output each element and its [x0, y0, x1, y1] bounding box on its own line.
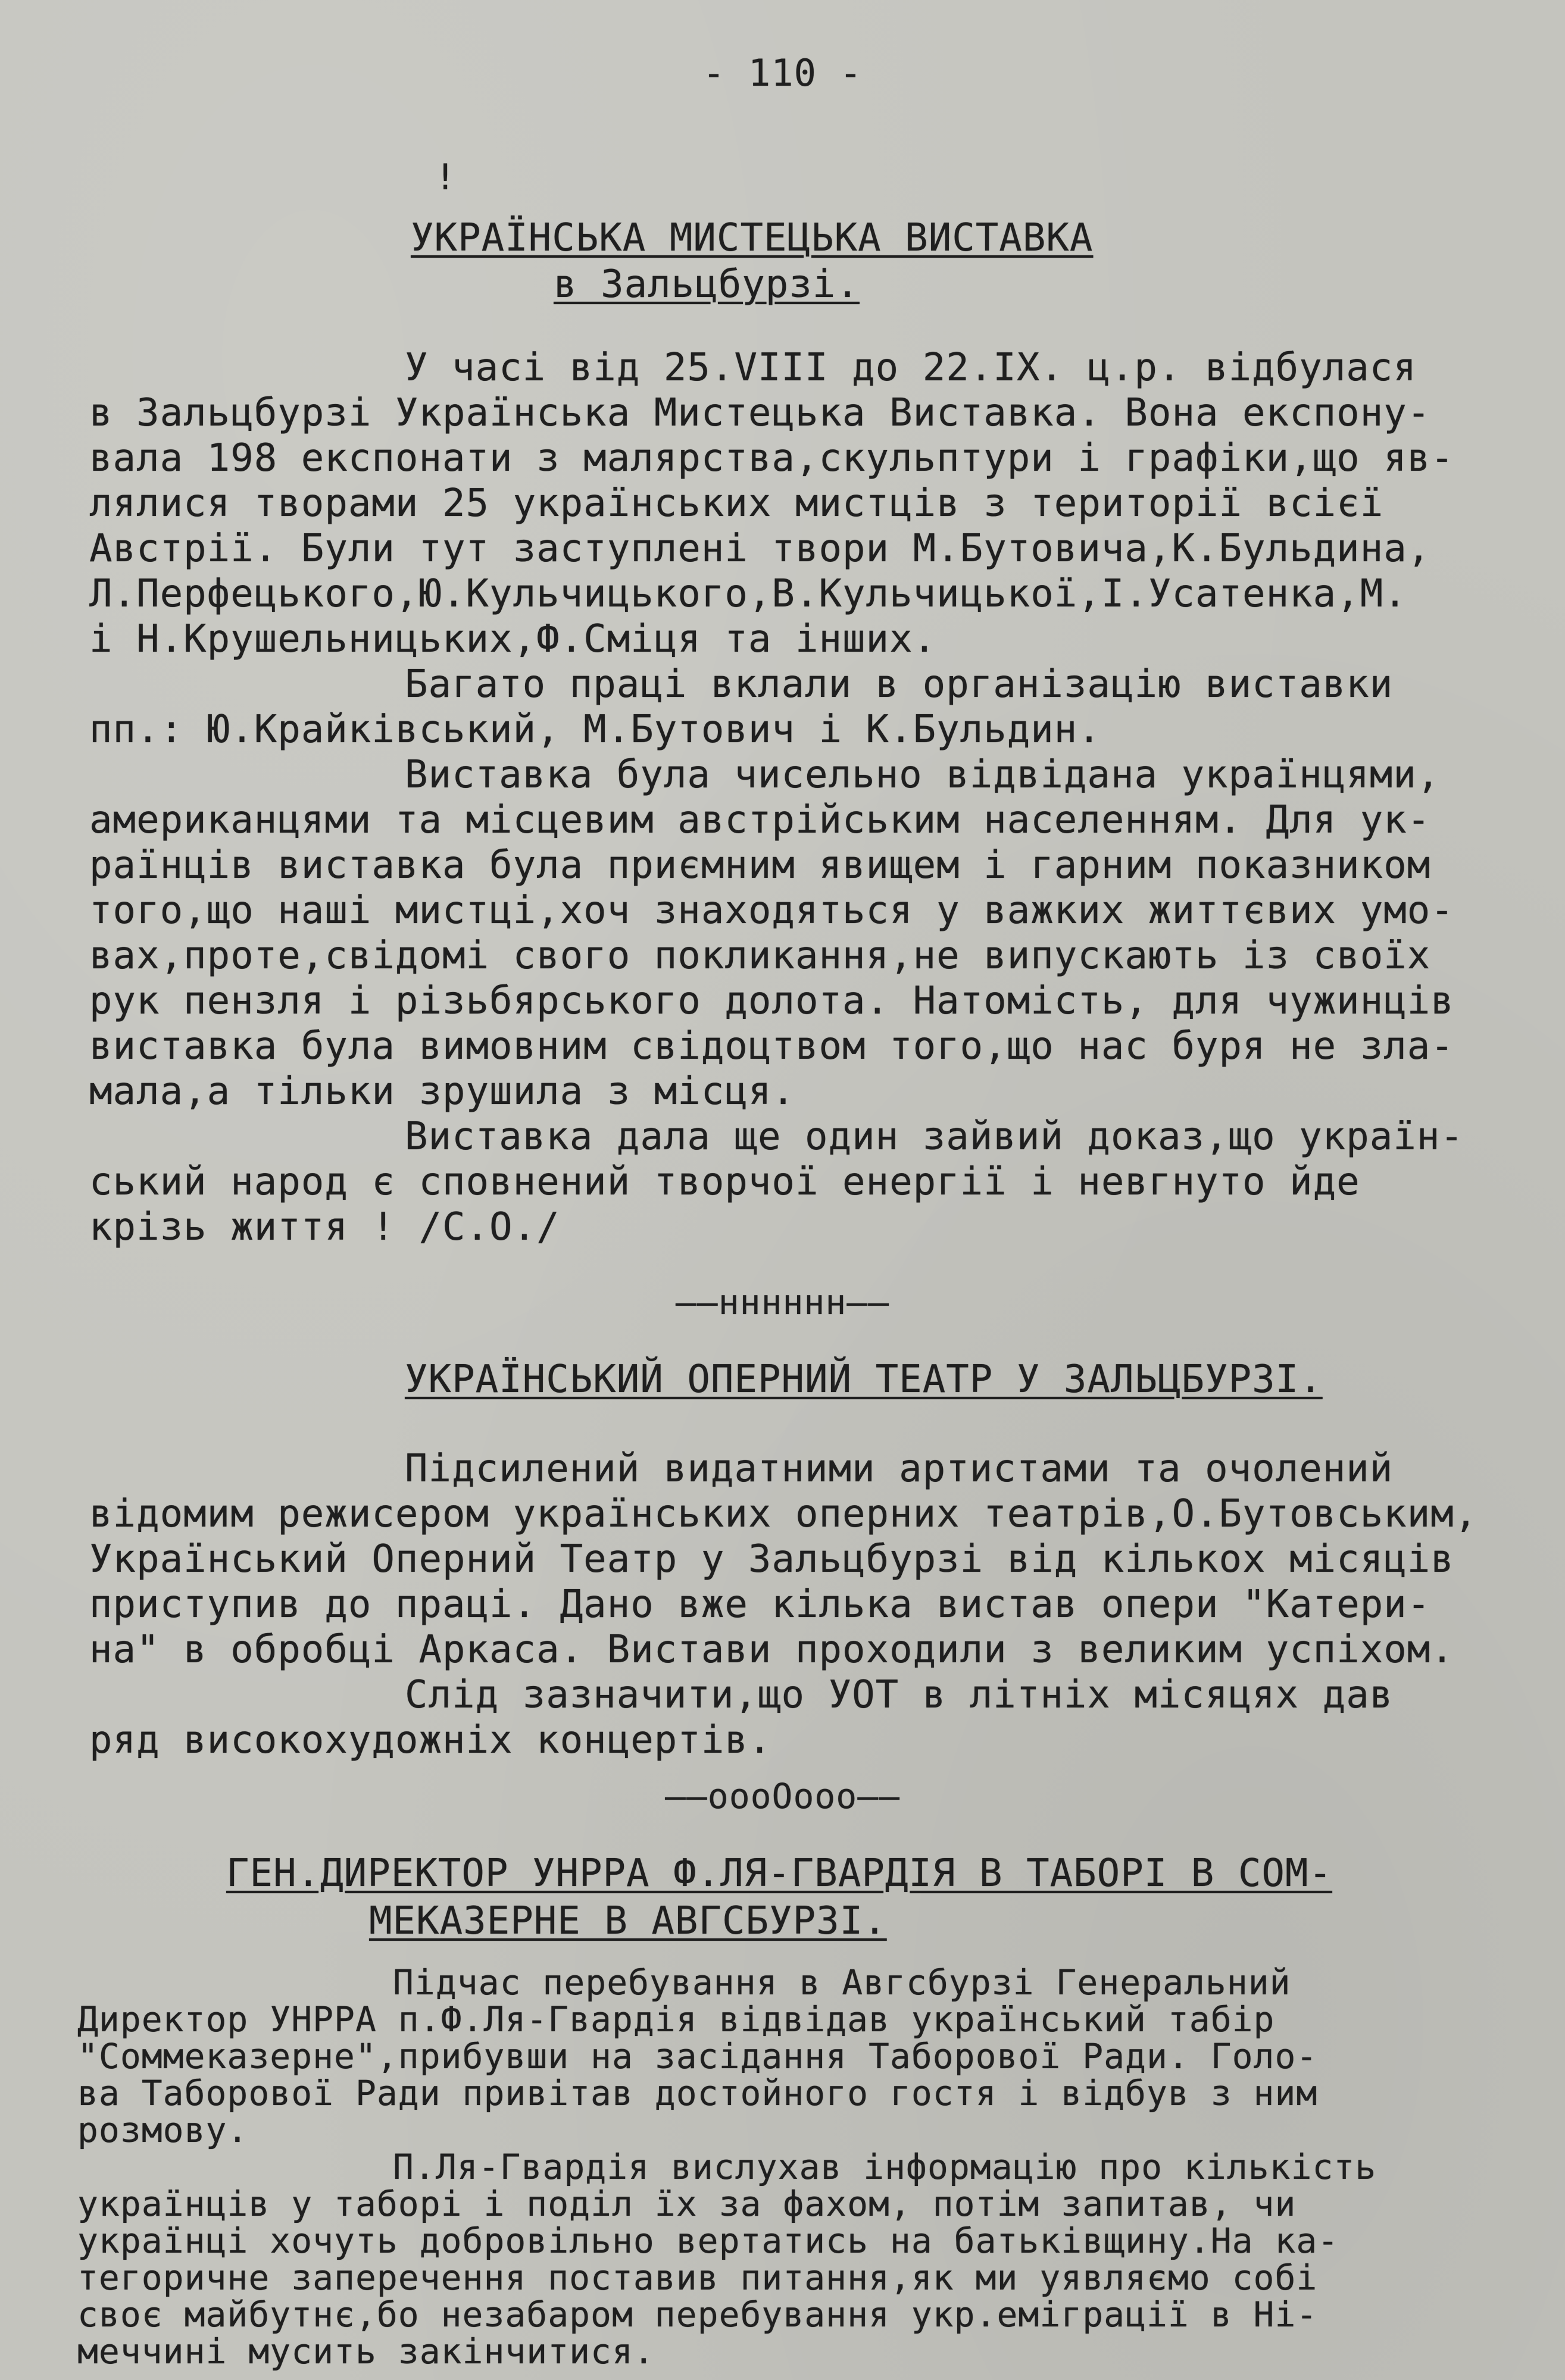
- margin-mark: !: [435, 157, 457, 198]
- section-3-body-line: Директор УНРРА п.Ф.Ля-Гвардія відвідав український табір: [77, 1999, 1275, 2040]
- section-2-title: УКРАЇНСЬКИЙ ОПЕРНИЙ ТЕАТР У ЗАЛЬЦБУРЗІ.: [405, 1358, 1323, 1402]
- section-1-title-line-1: УКРАЇНСЬКА МИСТЕЦЬКА ВИСТАВКА: [411, 216, 1094, 260]
- section-1-body-line: того,що наші мистці,хоч знаходяться у важких життєвих умо-: [89, 889, 1454, 933]
- section-2-body-line: Підсилений видатними артистами та очолений: [405, 1447, 1394, 1491]
- page-number: - 110 -: [702, 51, 863, 95]
- section-2-body-line: приступив до праці. Дано вже кілька вистав опери "Катери-: [89, 1583, 1431, 1627]
- section-1-body-line: ський народ є сповнений творчої енергії і невгнуто йде: [89, 1160, 1360, 1204]
- section-separator: ——нннннн——: [675, 1282, 890, 1322]
- section-1-body-line: в Зальцбурзі Українська Мистецька Виставка. Вона експону-: [89, 391, 1431, 435]
- section-3-body-line: розмову.: [77, 2110, 249, 2150]
- section-1-body-line: раїнців виставка була приємним явищем і гарним показником: [89, 843, 1431, 887]
- section-1-body-line: американцями та місцевим австрійським населенням. Для ук-: [89, 798, 1431, 842]
- section-1-body-line: і Н.Крушельницьких,Ф.Сміця та інших.: [89, 617, 937, 661]
- section-1-body-line: вала 198 експонати з малярства,скульптури і графіки,що яв-: [89, 436, 1454, 480]
- section-1-title-line-2: в Зальцбурзі.: [554, 262, 860, 307]
- section-1-body-line: Виставка була чисельно відвідана українцями,: [405, 753, 1441, 797]
- section-2-body-line: відомим режисером українських оперних театрів,О.Бутовським,: [89, 1492, 1478, 1536]
- section-2-body-line: на" в обробці Аркаса. Вистави проходили з великим успіхом.: [89, 1628, 1454, 1672]
- section-3-title-line-2: МЕКАЗЕРНЕ В АВГСБУРЗІ.: [369, 1899, 887, 1943]
- section-1-body-line: крізь життя ! /С.О./: [89, 1205, 560, 1249]
- section-1-body-line: пп.: Ю.Крайківський, М.Бутович і К.Бульдин.: [89, 708, 1101, 752]
- section-3-title-line-1: ГЕН.ДИРЕКТОР УНРРА Ф.ЛЯ-ГВАРДІЯ В ТАБОРІ В СОМ-: [226, 1852, 1332, 1896]
- section-3-body-line: українці хочуть добровільно вертатись на батьківщину.На ка-: [77, 2221, 1339, 2261]
- section-3-body-line: українців у таборі і поділ їх за фахом, потім запитав, чи: [77, 2184, 1297, 2224]
- section-1-body-line: лялися творами 25 українських мистців з території всієї: [89, 481, 1384, 526]
- section-3-body-line: ва Таборової Ради привітав достойного гостя і відбув з ним: [77, 2073, 1318, 2113]
- section-separator: ——оооОооо——: [664, 1776, 901, 1816]
- section-3-body-line: своє майбутнє,бо незабаром перебування укр.еміграції в Ні-: [77, 2294, 1318, 2335]
- section-3-body-line: "Соммеказерне",прибувши на засідання Таборової Ради. Голо-: [77, 2036, 1318, 2076]
- section-3-body-line: меччині мусить закінчитися.: [77, 2331, 655, 2372]
- section-2-body-line: Слід зазначити,що УОТ в літніх місяцях дав: [405, 1673, 1394, 1717]
- section-3-body-line: П.Ля-Гвардія вислухав інформацію про кількість: [393, 2147, 1377, 2187]
- section-1-body-line: вах,проте,свідомі свого покликання,не випускають із своїх: [89, 934, 1431, 978]
- section-3-body-line: Підчас перебування в Авгсбурзі Генеральний: [393, 1962, 1291, 2003]
- section-1-body-line: Багато праці вклали в організацію виставки: [405, 662, 1394, 706]
- section-1-body-line: У часі від 25.VIII до 22.IX. ц.р. відбулася: [405, 346, 1417, 390]
- section-1-body-line: Виставка дала ще один зайвий доказ,що україн-: [405, 1115, 1464, 1159]
- section-3-body-line: тегоричне заперечення поставив питання,як ми уявляємо собі: [77, 2257, 1318, 2298]
- section-1-body-line: мала,а тільки зрушила з місця.: [89, 1069, 795, 1114]
- section-1-body-line: Австрії. Були тут заступлені твори М.Бутовича,К.Бульдина,: [89, 527, 1431, 571]
- section-1-body-line: Л.Перфецького,Ю.Кульчицького,В.Кульчицької,І.Усатенка,М.: [89, 572, 1407, 616]
- section-1-body-line: рук пензля і різьбярського долота. Натомість, для чужинців: [89, 979, 1454, 1023]
- section-1-body-line: виставка була вимовним свідоцтвом того,що нас буря не зла-: [89, 1024, 1454, 1068]
- section-2-body-line: Український Оперний Театр у Зальцбурзі від кількох місяців: [89, 1537, 1454, 1581]
- section-2-body-line: ряд високохудожніх концертів.: [89, 1718, 772, 1762]
